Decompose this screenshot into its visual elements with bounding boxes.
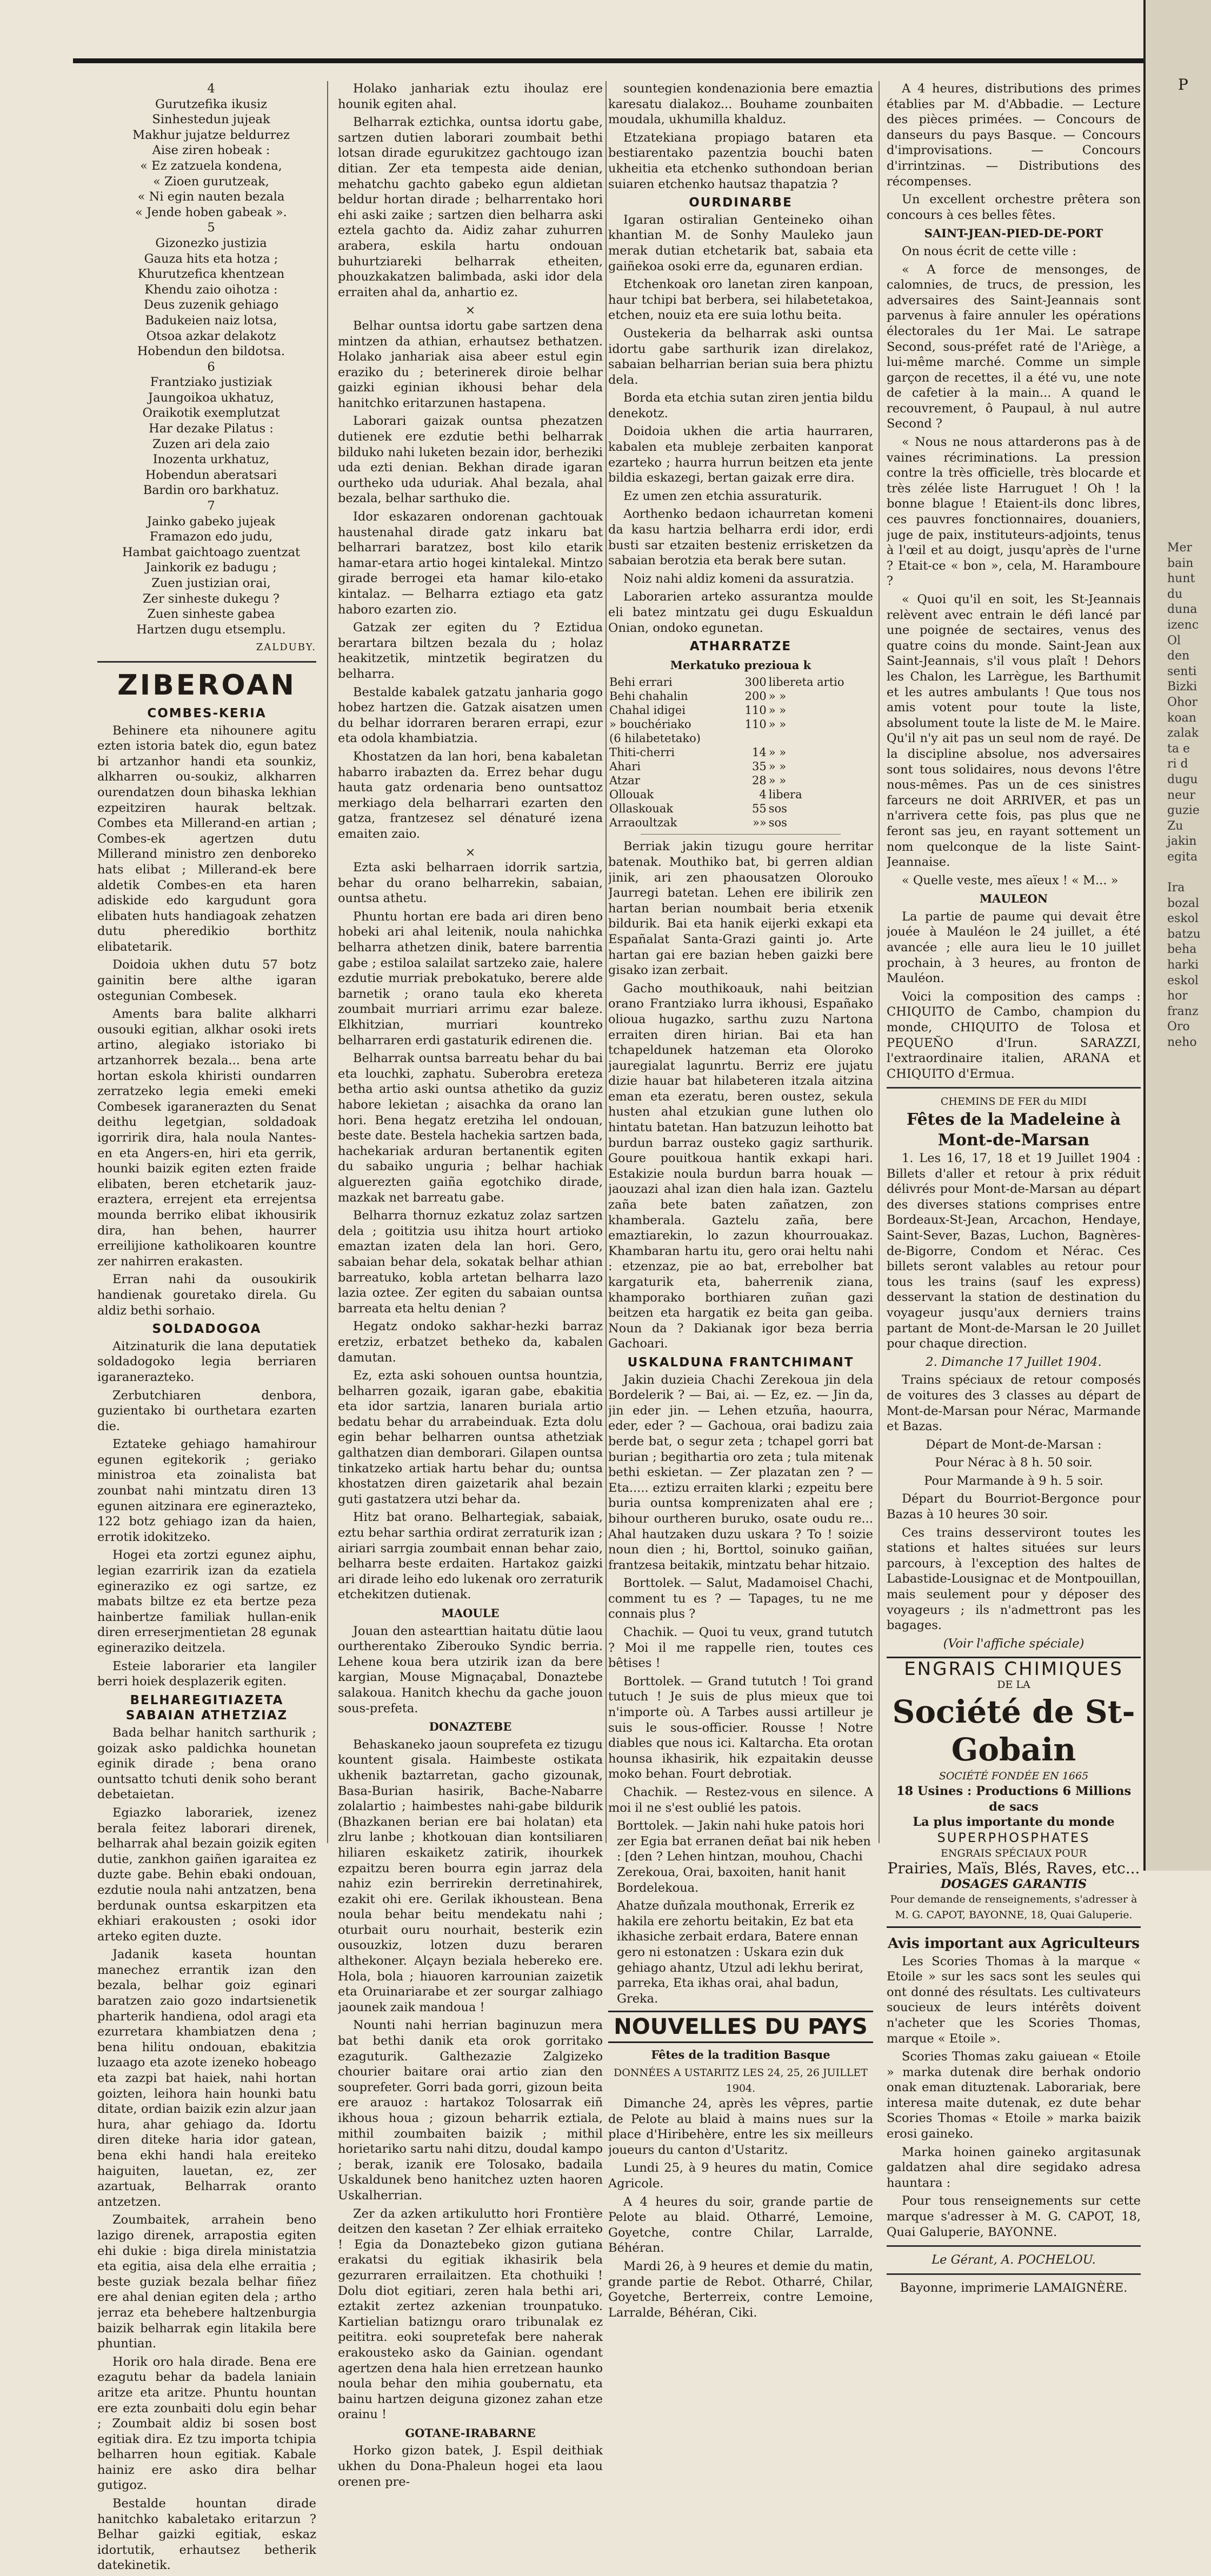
- paragraph: La partie de paume qui devait être jouée à Mauléon le 24 juillet, a été avancée ; elle aura lieu le 10 juillet prochain, à 3 heures, au fronton de Mauléon.: [887, 909, 1141, 986]
- paragraph: Erran nahi da ousoukirik handienak gouretako direla. Gu aldiz bethi sorhaio.: [97, 1272, 316, 1318]
- price-row: [608, 788, 873, 802]
- paragraph: Doidoia ukhen dutu 57 botz gainitin bere althe igaran ostegunian Combesek.: [97, 958, 316, 1003]
- paragraph: Nounti nahi herrian baginuzun mera bat bethi danik eta orok gorritako ezaguturik. Galthezazie Zalgizeko chourier baitare orai artio zian den souprefeter. Gorri bada gorri, gizoun beita ere arauoz : hartakoz Tolosarrak eiñ ikhous houa ; gizoun beharrik eztiala, mithil zoumbaiten baizik ; mithil horietariko sartu nahi ditzu, doudal kampo ; berak, izanik ere Tolosako, badaila Uskaldunek beno hanitchez uzten haoren Uskalherrian.: [338, 2018, 603, 2203]
- adjacent-page-edge: [1143, 0, 1211, 1871]
- price-row: [608, 816, 873, 830]
- paragraph: Laborari gaizak ountsa phezatzen dutienek ere ezdutie bethi belharrak bilduko nahi luketen bezain idor, berheziki uda ezti denian. Bekhan dirade igaran ourtheko uda uduriak. Ahal bezala, ahal bezala, belhar sarthuko die.: [338, 414, 603, 506]
- paragraph: Ez, ezta aski sohouen ountsa hountzia, belharren gozaik, igaran gabe, ebakitia eta idor sartzia, lanaren buriala artio bedatu behar du arrabeinduak. Ezta dolu egin behar belharren ountsa athetziak galthatzen dian demborari. Gilapen ountsa tinkatzeko artiak hartu behar du; ountsa khostatzen diren gaizetarik ahal bezain guti gastatzera utzi behar da.: [338, 1369, 603, 1506]
- paragraph: Aitzinaturik die lana deputatiek soldadogoko legia berriaren igaranerazteko.: [97, 1339, 316, 1384]
- heading-maoule: MAOULE: [441, 1606, 500, 1620]
- price-unit: libereta artio: [768, 676, 844, 689]
- edge-letter: P: [1178, 76, 1188, 94]
- heading-uskalduna-frantchimant: USKALDUNA FRANTCHIMANT: [627, 1355, 854, 1370]
- price-item: Chahal idigei: [609, 704, 686, 717]
- paragraph: sountegien kondenazionia bere emaztia karesatu dialakoz... Bouhame zounbaiten moudala, ukhumilla khalduz.: [608, 82, 873, 127]
- paragraph: « Nous ne nous attarderons pas à de vaines récriminations. La pression contre la très officielle, très blocarde et très zélée liste Harruguet ! Oh ! la bonne blague ! Etaient-ils donc libres, ces pauvres fonctionnaires, douaniers, juge de paix, instituteurs-adjoints, tenus à l'œil et au doigt, jusqu'après de l'urne ? Etait-ce « bon », cela, M. Haramboure ?: [887, 435, 1141, 589]
- paragraph: Hogei eta zortzi egunez aiphu, legian ezarririk izan da ezatiela egineraziko ez ogi sartze, ez mabats biltze ez eta bertze peza hainbertze familiak hullan-enik diren erreserjmentietan 28 egunak egineraziko deitzela.: [97, 1548, 316, 1655]
- paragraph: Borttolek. — Salut, Madamoisel Chachi, comment tu es ? — Tapages, tu ne me connais plus ?: [608, 1576, 873, 1621]
- ad-de-la: DE LA: [997, 1679, 1030, 1691]
- divider: [641, 834, 841, 835]
- price-unit: » »: [768, 760, 787, 773]
- paragraph: Départ de Mont-de-Marsan :: [926, 1437, 1102, 1452]
- price-row: [608, 759, 873, 773]
- verse: Ahatze duñzala mouthonak, Errerik ez hakila ere zehortu beitakin, Ez bat eta ikhasiche zerbait erdara, Batere ennan gero ni estonatzen : Uskara ezin duk gehiago ahantz, Utzul adi lekhu berirat, parreka, Eta ikhas orai, ahal badun, Greka.: [617, 1899, 864, 2006]
- column-rule: [327, 81, 328, 1843]
- paragraph: Scories Thomas zaku gaiuean « Etoile » marka dutenak dire berhak ondorio onak eman dituztenak. Laborariak, bere interesa maite dutenak, ez dute behar Scories Thomas « Etoile » marka baizik erosi gaineko.: [887, 2050, 1141, 2141]
- saint-gobain-advertisement: [887, 1657, 1141, 1927]
- heading-gotane-irabarne: GOTANE-IRABARNE: [405, 2426, 536, 2440]
- top-rule: [73, 58, 1149, 63]
- ad-usines: 18 Usines : Productions 6 Millions de sacs: [896, 1784, 1132, 1814]
- price-unit: » »: [768, 774, 787, 788]
- paragraph: 2. Dimanche 17 Juillet 1904.: [926, 1354, 1102, 1369]
- paragraph: Hitz bat orano. Belhartegiak, sabaiak, eztu behar sarthia ordirat zerraturik izan ; airiari sarrgia zoumbait ennan behar zaio, belharra beste erdaiten. Hartakoz gaizki ari dirade leiho edo lukenak oro zerraturik etchekitzen dutienak.: [338, 1510, 603, 1602]
- paragraph: Pour Marmande à 9 h. 5 soir.: [924, 1473, 1103, 1488]
- divider: [97, 661, 316, 663]
- paragraph: Gacho mouthikoauk, nahi beitzian orano Frantziako lurra ikhousi, Españako olioua hugazko, sarthu zuzu Nartona erraiten diren hirian. Bai eta han tchapeldunek hatzeman eta Oloroko jauregialat lagunrtu. Berriz ere jujatu dizie hauar bat hilabeteren itzala aitzina eman eta ezeratu, beren oustez, sekula husten ahal etzukian gune luthen olo hintatu batetan. Han batzuzun leihotto bat burdun barraz ousteko gagiz sarthurik. Goure pouitkoua hantik exkapi hari. Estakizie noula burdun barra houak — jaouzazi ahal izan dien hala izan. Gaztelu zaña bete baten zañatzen, zon khamberala. Gaztelu zaña, bere emaztiarekin, lo zazun khourrouakaz. Khambaran hartu itu, gero orai heltu nahi : etzenzaz, pie ao bat, errebolher bat kargaturik eta, baherrenik ziana, khamporako borthiaren zuñan gazi beitzen eta hargatik ez beita gan geiba. Noun da ? Dakianak igor beza berria Gachoari.: [608, 981, 873, 1351]
- paragraph: Khostatzen da lan hori, bena kabaletan habarro irabazten da. Errez behar dugu hauta gatz ordenaria beno ountsattoz merkiago dela belharrari ezarten den gatza, frantzesez sel dénaturé izena emaiten zaio.: [338, 749, 603, 841]
- paragraph: Belhar ountsa idortu gabe sartzen dena mintzen da athian, erhautsez bethatzen. Holako janhariak aisa abeer estul egin eraziko du ; beterinerek diroie belhar gaizki eginian ikhousi behar dela hanitchko eritarzunen hastapena.: [338, 318, 603, 410]
- column-4: [887, 81, 1141, 2295]
- price-row: [608, 745, 873, 759]
- ad-engrais-chimiques: ENGRAIS CHIMIQUES: [904, 1658, 1123, 1680]
- price-row: [608, 731, 873, 745]
- ad-engrais-speciaux: ENGRAIS SPÉCIAUX POUR: [941, 1847, 1087, 1859]
- paragraph: Noiz nahi aldiz komeni da assuratzia.: [623, 571, 854, 586]
- heading-mauleon: MAULEON: [979, 892, 1048, 906]
- fetes-subtitle: DONNÉES A USTARITZ LES 24, 25, 26 JUILLET 1904.: [614, 2066, 868, 2094]
- ad-renseignements: Pour demande de renseignements, s'adresser à M. G. CAPOT, BAYONNE, 18, Quai Galuperie.: [890, 1893, 1137, 1921]
- railway-heading: CHEMINS DE FER du MIDI: [940, 1096, 1087, 1108]
- divider: [887, 1087, 1141, 1089]
- paragraph: Borda eta etchia sutan ziren jentia bildu denekotz.: [608, 391, 873, 421]
- paragraph: A 4 heures, distributions des primes établies par M. d'Abbadie. — Lecture des pièces primées. — Concours de danseurs du pays Basque. — Concours d'improvisations. — Concours d'irrintzinas. — Distributions des récompenses.: [887, 82, 1141, 189]
- paragraph: Pour tous renseignements sur cette marque s'adresser à M. G. CAPOT, 18, Quai Galuperie, BAYONNE.: [887, 2194, 1141, 2239]
- paragraph: Gatzak zer egiten du ? Eztidua berartara biltzen bezala du ; holaz heakitzetik, mintzetik begiratzen du belharra.: [338, 620, 603, 681]
- price-unit: » »: [768, 690, 787, 703]
- paragraph: Aments bara balite alkharri ousouki egitian, alkhar osoki irets artino, alegiako istoriako bi artzanhorrek bezala... bena arte hortan eskola khiristi oundarren zerratzeko legia emeki emeki Combesek igaranerazten du Senat deithu legetgian, soldadoak igorririk dira, hala noula Nantes-en eta Angers-en, hiri eta gerrik, hounki baizik egiten ezten fraide elibaten, beren etchetarik jauz-eraztera, errejent eta errejentsa mounda berriko elibat ikhousirik dira, han behen, haurrer erreilijione katholikoaren kountre zer nahirren erakasten.: [97, 1007, 316, 1269]
- paragraph: Idor eskazaren ondorenan gachtouak haustenahal dirade gatz inkaru bat belharrari baratzez, bost kilo etarik hamar-etara artio hogei kintalekal. Mintzo girade berrogei eta hamar kilo-etako kintalaz. — Belharra eztiago eta gatz haboro ezarten zio.: [338, 510, 603, 617]
- verse: Borttolek. — Jakin nahi huke patois hori zer Egia bat erranen deñat bai nik heben : [den ? Lehen hintzan, mouhou, Chachi Zerekoua, Orai, baxoiten, hanit hanit Bordelekoua.: [617, 1819, 871, 1895]
- price-unit: » »: [768, 704, 787, 717]
- price-unit: sos: [768, 816, 787, 830]
- paragraph: Jakin duzieia Chachi Zerekoua jin dela Bordelerik ? — Bai, ai. — Ez, ez. — Jin da, jin eder jin. — Lehen etzuña, haourra, eder, eder ? — Gachoua, orai badizu zaia berde bat, o segur zeta ; tchapel gorri bat burian ; begithartia oro zeta ; tula mitenak bethi eskietan. — Zer plazatan zen ? — Eta..... eztizu erraiten klarki ; ezpeitu bere buria ountsa komprenizaten ahal ere ; bihour ourtheren buruko, osate oudu re... Ahal hautzaken duzu uskara ? To ! soizie noun dien ; hi, Borttol, soinuko gaiñan, frantzesa beitakik, mintzatu behar hitzaio.: [608, 1372, 873, 1572]
- divider: [887, 2245, 1141, 2247]
- price-item: Thiti-cherri: [609, 746, 675, 759]
- price-price: [735, 731, 768, 745]
- paragraph: Dimanche 24, après les vêpres, partie de Pelote au blaid à mains nues sur la place d'Hiribehère, entre les six meilleurs joueurs du canton d'Ustaritz.: [608, 2097, 873, 2157]
- paragraph: Behaskaneko jaoun souprefeta ez tizugu kountent gisala. Haimbeste ostikata ukhenik baztarretan, gacho gizounak, Basa-Burian hasirik, Bache-Nabarre zolalartio ; haimbestes nahi-gabe bildurik (Bhazkanen berian ere bai holatan) eta zlru lanbe ; khotkouan dian kontsiliaren hiliaren eskaiketz zatirik, ihourkek ezpaitzu beren bourra egin jarraz dela nahiz ezin berrirekin derretinahirek, ezakit ohi ere. Gerilak ikhoustean. Bena noula behar beitu mendekatu nahi ; oturbait ouru nourhait, besterik ezin ousouzkiz, lotzen duzu beraren althekoner. Alçayn beziala hebereko ere. Hola, bola ; hiauoren karrounian zaizetik eta Oruinariarabe et zer sourgar zalhiago jaounek zaik mandoua !: [338, 1737, 603, 2014]
- divider: [887, 2273, 1141, 2275]
- paragraph: Bestalde kabalek gatzatu janharia gogo hobez hartzen die. Gatzak aisatzen umen du belhar idorraren beraren errapi, ezur eta odola khambiatzia.: [338, 685, 603, 746]
- column-1: [97, 81, 316, 2576]
- paragraph: A 4 heures du soir, grande partie de Pelote au blaid. Otharré, Lemoine, Goyetche, contre Chilar, Larralde, Béhéran.: [608, 2194, 873, 2255]
- paragraph: (Voir l'affiche spéciale): [943, 1636, 1084, 1651]
- heading-atharratze: ATHARRATZE: [689, 639, 792, 654]
- price-row: [608, 773, 873, 788]
- paragraph: Belharrak ountsa barreatu behar du bai eta louchki, zaphatu. Suberobra ereteza betha artio aski ountsa athetiko da guziz habore lekietan ; aisachka da orano lan hori. Bena hegatz eretziha lel ondouan, beste date. Bestela hachekia sartzen bada, hachekariak arduran bertanentik egiten du sabaiko unguria ; belhar hachiak alguerezten gaiña egotchiko dirade, mazkak net barreatu gabe.: [338, 1051, 603, 1205]
- paragraph: Berriak jakin tizugu goure herritar batenak. Mouthiko bat, bi gerren aldian jinik, ari zen phaousatzen Olorouko Jaurregi batetan. Lehen ere ibilirik zen hartan berian noumbait beria etxenik bildurik. Bai eta hanik eijerki exkapi eta Españalat Santa-Grazi gainti jo. Arte hartan gai ere bazian heben gaizki bere gisako izan zerbait.: [608, 839, 873, 978]
- price-item: Behi errari: [609, 676, 673, 689]
- price-table: [608, 675, 873, 830]
- column-rule: [879, 81, 880, 1843]
- price-item: (6 hilabetetako): [609, 732, 701, 745]
- paragraph: Holako janhariak eztu ihoulaz ere hounik egiten ahal.: [338, 82, 603, 111]
- price-price: 4: [759, 788, 767, 802]
- ad-fondee: SOCIÉTÉ FONDÉE EN 1665: [939, 1770, 1089, 1782]
- paragraph: Phuntu hortan ere bada ari diren beno hobeki ari ahal leitenik, noula nahichka belharra athetzen dinik, batere barrentia gabe ; estiloa salailat sartzeko zaie, halere ezdutie murriak prebokatuko, berere alde barnetik ; orano taula eko khereta zoumbait murriari arrimu ezar baleze. Elkhitzian, murriari kountreko belharraren erdi gastaturik edirenen die.: [338, 909, 603, 1047]
- price-unit: » »: [768, 718, 787, 731]
- ad-plus-importante: La plus importante du monde: [913, 1815, 1115, 1830]
- price-price: 55: [752, 802, 767, 816]
- paragraph: « A force de mensonges, de calomnies, de trucs, de pression, les adversaires des Saint-Jeannais sont parvenus à faire annuler les opérations électorales du 1er Mai. Le satrape Second, sous-préfet raté de l'Ariège, a lui-même marché. Comme un simple garçon de recettes, il a été vu, une note de cafetier à la main... A quand le recouvrement, ô Paupaul, à nul autre Second ?: [887, 262, 1141, 431]
- heading-belharegitiaz: BELHAREGITIAZETA SABAIAN ATHETZIAZ: [125, 1693, 288, 1723]
- paragraph: 1. Les 16, 17, 18 et 19 Juillet 1904 : Billets d'aller et retour à prix réduit délivrés pour Mont-de-Marsan au départ des diverses stations comprises entre Bordeaux-St-Jean, Arcachon, Hendaye, Saint-Sever, Bazas, Luchon, Bagnères-de-Bigorre, Condom et Nérac. Ces billets seront valables au retour pour tous les trains (sauf les express) desservant la station de destination du voyageur jusqu'aux derniers trains partant de Mont-de-Marsan le 20 Juillet pour chaque direction.: [887, 1151, 1141, 1351]
- paragraph: Pour Nérac à 8 h. 50 soir.: [935, 1456, 1093, 1470]
- price-row: [608, 802, 873, 816]
- separator-cross: ×: [465, 845, 476, 859]
- poem-signature: ZALDUBY.: [256, 642, 316, 653]
- price-unit: sos: [768, 802, 787, 816]
- ad-societe-st-gobain: Société de St-Gobain: [892, 1693, 1135, 1768]
- paragraph: Oustekeria da belharrak aski ountsa idortu gabe sarthurik izan direlakoz, sabaian belharrian berian suia bera phiztu dela.: [608, 326, 873, 387]
- heading-combes-keria: COMBES-KERIA: [147, 706, 267, 720]
- paragraph: Zer da azken artikulutto hori Frontière deitzen den kasetan ? Zer elhiak erraiteko ! Egia da Donaztebeko gizon gutiana erakatsi du egitiak ikhasirik bela gezurraren errailaitzen. Eta chothuiki ! Dolu diot egitiari, zeren hala bethi ari, eztakit zertez azkenian trounpatuko. Kartielian batizngu oraro tribunalak ez peititra. eoki soupretefak bere naherak erakousteko asko da Gainian. ogendant agertzen dena hala hien erretzean haunko noula behar den mihia goubernatu, eta bainu hartzen deiguna gizonez zahan etze orainu !: [338, 2206, 603, 2422]
- paragraph: Jouan den astearttian haitatu dütie laou ourtherentako Ziberouko Syndic berria. Lehene koua bera utzirik izan da bere kargian, Mouse Mignaçabal, Donaztebe salakoua. Hanitch khechu da gache jouon sous-prefeta.: [338, 1624, 603, 1716]
- price-item: Ollaskouak: [609, 802, 674, 816]
- paragraph: Aorthenko bedaon ichaurretan komeni da kasu hartzia belharra erdi idor, erdi busti sar etzaiten besteniz errisketzen da sabaian berotzia eta berak bere sutan.: [608, 507, 873, 568]
- paragraph: Ezta aski belharraen idorrik sartzia, behar du orano belharrekin, sabaian, ountsa athetu.: [338, 860, 603, 906]
- gerant: Le Gérant, A. POCHELOU.: [931, 2253, 1096, 2267]
- paragraph: Belharra thornuz ezkatuz zolaz sartzen dela ; goititzia usu ihitza hourt artioko emaztan izaten dela lan hori. Gero, sabaian behar dela, sokatak belhar athian barreatuko, kobla artetan belharra lazo lazia ozteе. Zer egiten du sabaian ountsa barreata eta heltu denian ?: [338, 1209, 603, 1316]
- paragraph: Zerbutchiaren denbora, guzientako bi ourthetara ezarten die.: [97, 1388, 316, 1433]
- paragraph: Horko gizon batek, J. Espil deithiak ukhen du Dona-Phaleun hogei eta laou orenen pre-: [338, 2444, 603, 2489]
- separator-cross: ×: [465, 303, 476, 318]
- paragraph: Laborarien arteko assurantza moulde eli batez mintzatu gei dugu Eskualdun Onian, ondoko egunetan.: [608, 590, 873, 635]
- price-price: 300: [744, 676, 767, 689]
- paragraph: Un excellent orchestre prêtera son concours à ces belles fêtes.: [887, 192, 1141, 222]
- price-price: 28: [752, 774, 767, 788]
- price-unit: » »: [768, 746, 787, 759]
- column-rule: [606, 81, 607, 1843]
- paragraph: Hegatz ondoko sakhar-hezki barraz eretziz, erbatzet betheko da, kabalen damutan.: [338, 1319, 603, 1365]
- paragraph: Eztateke gehiago hamahirour egunen egitekorik ; geriako ministroa eta zoinalista bat zounbat nahi mintzatu diren 13 egunen aitzinara ere eginerazteko, 122 botz gehiago izan da haien, errotik idokitzeko.: [97, 1437, 316, 1544]
- price-row: [608, 675, 873, 689]
- paragraph: « Quoi qu'il en soit, les St-Jeannais relèvent avec entrain le défi lancé par une poignée de sectaires, venus des quatre coins du monde. Saint-Jean aux Saint-Jeannais, s'il vous plaît ! Dehors les Chalon, les Larrègue, les Barthumit et les autres ambulants ! Que tous nos amis votent pour toute la liste, absolument toute la liste de M. le Maire. Qu'il n'y ait pas un seul nom de rayé. De la discipline absolue, nos adversaires sont tous solidaires, nous devons l'être nous-mêmes. Pas un de ces sinistres farceurs ne doit ARRIVER, et pas un n'arrivera cette fois, pas plus que ne feront sas jeu, en rayant sottement un nom quelconque de la liste Saint-Jeannaise.: [887, 592, 1141, 870]
- price-item: Ollouak: [609, 788, 654, 802]
- imprimerie: Bayonne, imprimerie LAMAIGNÈRE.: [900, 2280, 1128, 2295]
- paragraph: Mardi 26, à 9 heures et demie du matin, grande partie de Rebot. Otharré, Chilar, Goyetche, Berterreix, contre Lemoine, Larralde, Béhéran, Ciki.: [608, 2259, 873, 2320]
- paragraph: Voici la composition des camps : CHIQUITO de Cambo, champion du monde, CHIQUITO de Tolosa et PEQUEÑO d'Irun. SARAZZI, l'extraordinaire italien, ARANA et CHIQUITO d'Ermua.: [887, 989, 1141, 1081]
- paragraph: Jadanik kaseta hountan manechez errantik izan den bezala, belhar goiz eginari baratzen zaio gozo indartsienetik pharterik handiena, odol aragi eta ezurretara khambiatzen dena ; bena hilitu ondouan, ebakitzia luzaago eta azote izeneko hobeago eta zazpi bat haiek, nahi hortan goizten, leihora hain hounki batu ditate, ordian baizik ezin alzur jaan hura, ahar gehiago da. Idortu diren diteke haria idor gatean, bena ekhi handi hala ereiteko haiguiten, lauetan, ez, zer azartuak, Belharrak oranto antzetzen.: [97, 1947, 316, 2209]
- avis-title: Avis important aux Agriculteurs: [888, 1935, 1140, 1952]
- price-item: Arraoultzak: [609, 816, 677, 830]
- price-item: Ahari: [609, 760, 641, 773]
- price-price: 200: [744, 690, 767, 703]
- heading-nouvelles-du-pays: NOUVELLES DU PAYS: [608, 2011, 873, 2043]
- price-unit: [768, 731, 873, 745]
- price-row: [608, 717, 873, 731]
- paragraph: Borttolek. — Grand tututch ! Toi grand tutuch ! Je suis de plus mieux que toi n'importe où. A Tarbes aussi artilleur je suis le sous-officier. Rousse ! Notre diables que nous ici. Kaltarcha. Eta orotan hounsa ikhasirik, hik ezpaitakin deusse moko behan. Fourt debrotiak.: [608, 1674, 873, 1781]
- ad-superphosphates: SUPERPHOSPHATES: [937, 1830, 1090, 1845]
- column-3: [608, 81, 873, 2323]
- price-price: 14: [752, 746, 767, 759]
- paragraph: Egiazko laborariek, izenez berala feitez laborari direnek, belharrak ahal bezain goizik egiten dutie, zankhon gaiñen igaraitea ez duzte gabe. Behin ebaki ondouan, ezdutie noula nahi antzatzen, bena berdunak ountsa eskarpitzen eta ekhiari erakousten ; osoki idor arteko egiten duzte.: [97, 1805, 316, 1944]
- price-unit: libera: [768, 788, 802, 802]
- paragraph: Ez umen zen etchia assuraturik.: [623, 489, 822, 503]
- fete-madeleine-title: Fêtes de la Madeleine à Mont-de-Marsan: [906, 1110, 1121, 1150]
- paragraph: Les Scories Thomas à la marque « Etoile » sur les sacs sont les seules qui ont donné des résultats. Les cultivateurs soucieux de leurs intérêts doivent n'acheter que les Scories Thomas, marque « Etoile ».: [887, 1954, 1141, 2046]
- price-price: »»: [753, 816, 767, 830]
- paragraph: Zoumbaitek, arrahein beno lazigo direnek, arrapostia egiten ehi dukie : biga direla ministatzia eta egitia, aisa dela elhe erraitia ; beste guziak bezala belhar fiñez ere ahal denian egiten dela ; artho jerraz eta behebere haltzenburgia baizik belharrak egin litakila bere phuntian.: [97, 2213, 316, 2351]
- heading-fetes-tradition: Fêtes de la tradition Basque: [651, 2048, 830, 2062]
- heading-saint-jean-pied-de-port: SAINT-JEAN-PIED-DE-PORT: [924, 226, 1103, 241]
- paragraph: Chachik. — Restez-vous en silence. A moi il ne s'est oublié les patois.: [608, 1785, 873, 1815]
- paragraph: Départ du Bourriot-Bergonce pour Bazas à 10 heures 30 soir.: [887, 1492, 1141, 1522]
- heading-soldadogoa: SOLDADOGOA: [152, 1322, 262, 1337]
- paragraph: Lundi 25, à 9 heures du matin, Comice Agricole.: [608, 2161, 873, 2191]
- paragraph: Ces trains desserviront toutes les stations et haltes situées sur leurs parcours, à l'exception des haltes de Labastide-Lousignac et de Montpouillan, mais seulement pour y déposer des voyageurs ; ils n'admettront pas les bagages.: [887, 1525, 1141, 1633]
- price-item: Atzar: [609, 774, 640, 788]
- heading-merkatuko-prezioua: Merkatuko prezioua k: [670, 658, 811, 672]
- ad-dosages: DOSAGES GARANTIS: [940, 1877, 1087, 1891]
- poem: 4 Gurutzefika ikusiz Sinhestedun jujeak Makhur jujatze beldurrez Aise ziren hobeak : « Ez zatzuela kondena, « Zioen gurutzeak, « Ni egin nauten bezala « Jende hoben gabeak ». 5 Gizonezko justizia Gauza hits eta hotza ; Khurutzefica khentzean Khendu zaio oihotza : Deus zuzenik gehiago Badukeien naiz lotsa, Otsoa azkar delakotz Hobendun den bildotsa. 6 Frantziako justiziak Jaungoikoa ukhatuz, Oraikotik exemplutzat Har dezake Pilatus : Zuzen ari dela zaio Inozenta urkhatuz, Hobendun aberatsari Bardin oro barkhatuz. 7 Jainko gabeko jujeak Framazon edo judu, Hambat gaichtoago zuentzat Jainkorik ez badugu ; Zuen justizian orai, Zer sinheste dukegu ? Zuen sinheste gabea Hartzen dugu etsemplu.: [122, 82, 301, 637]
- paragraph: Etzatekiana propiago bataren eta bestiarentako pazentzia bouchi baten ukheitia eta etchenko suthondoan berian suiaren etchenko hautsaz thapatzia ?: [608, 130, 873, 191]
- price-price: 35: [752, 760, 767, 773]
- price-item: » bouchériako: [609, 718, 691, 731]
- section-title-ziberoan: ZIBEROAN: [117, 669, 296, 702]
- price-row: [608, 689, 873, 703]
- paragraph: Trains spéciaux de retour composés de voitures des 3 classes au départ de Mont-de-Marsan pour Nérac, Marmande et Bazas.: [887, 1373, 1141, 1434]
- paragraph: Etchenkoak oro lanetan ziren kanpoan, haur tchipi bat berbera, sei hilabetetakoa, etchen, nouiz eta ere suia lothu beita.: [608, 277, 873, 323]
- ad-prairies: Prairies, Maïs, Blés, Raves, etc...: [887, 1859, 1140, 1878]
- paragraph: Chachik. — Quoi tu veux, grand tututch ? Moi il me rappelle rien, toutes ces bêtises !: [608, 1625, 873, 1671]
- price-price: 110: [744, 718, 767, 731]
- column-2: [338, 81, 603, 2492]
- paragraph: « Quelle veste, mes aïeux ! « M... »: [902, 873, 1119, 887]
- paragraph: Esteie laborarier eta langiler berri hoiek desplazerik egiten.: [97, 1659, 316, 1689]
- paragraph: Marka hoinen gaineko argitasunak galdatzen ahal dire segidako adresa hauntara :: [887, 2145, 1141, 2190]
- price-item: Behi chahalin: [609, 690, 688, 703]
- paragraph: Bada belhar hanitch sarthurik ; goizak asko paldichka hounetan eginik dirade ; bena orano ountsatto tchuti denik soho berant debetaietan.: [97, 1725, 316, 1802]
- paragraph: Doidoia ukhen die artia haurraren, kabalen eta mubleje zerbaiten kanporat ezarteko ; haurra hurrun beitzen eta jente bildia eskazegi, bertan gaizak erre dira.: [608, 424, 873, 485]
- price-price: 110: [744, 704, 767, 717]
- paragraph: Belharrak eztichka, ountsa idortu gabe, sartzen dutien laborari zoumbait bethi lotsan dirade egurukitzez gachtougo izan ditian. Zer eta tempesta aide denian, mehatchu gachto gabeko egun aldietan beldur hortan dirade ; belharrentako hori ehi aski zaike ; sartzen dien belharra aski eztela gachto da. Aidiz zahar zuhurren arabera, eskila hartu ondouan buhurtziareki belharrak etheiten, phouzkakatzen balimbada, aski idor dela erraiten ahal da, anhartio ez.: [338, 115, 603, 299]
- paragraph: Horik oro hala dirade. Bena ere ezagutu behar da badela laniain aritze eta aritze. Phuntu hountan ere ezta zounbaiti dolu egin behar ; Zoumbait aldiz bi sosen bost egitiak dira. Ez tzu importa tchipia belharren houn egitiak. Kabale hainiz ere asko dira belhar gutigoz.: [97, 2354, 316, 2493]
- paragraph: On nous écrit de cette ville :: [902, 244, 1077, 258]
- paragraph: Igaran ostiralian Genteineko oihan khantian M. de Sonhy Mauleko jaun merak dutian etchetarik bat, sabaia eta gaiñekoa osoki erre da, egunaren erdian.: [608, 212, 873, 273]
- edge-text-fragments: Mer bain hunt du duna izenc Ol den senti Bizki Ohor koan zalak ta e ri d dugu neur guzie Zu jakin egita Ira bozal eskol batzu beha harki eskol hor franz Oro neho: [1167, 541, 1201, 1049]
- paragraph: Behinere eta nihounere agitu ezten istoria batek dio, egun batez bi artzanhor handi eta sounkiz, alkharren ou-soukiz, alkharren ourendatzen doun bihaska lekhian ezpeitziren haurak beltzak. Combes eta Millerand-en artian ; Combes-ek agertzen dutu Millerand ministro zen denboreko hats elibat ; Millerand-ek bere aldetik Combes-en eta haren adiskide edo kargudunt gora elibaten huts handiagoak zehatzen dutu pheredikio borthitz elibatetarik.: [97, 723, 316, 954]
- heading-donaztebe: DONAZTEBE: [429, 1720, 512, 1734]
- heading-ourdinarbe: OURDINARBE: [689, 196, 793, 210]
- paragraph: Bestalde hountan dirade hanitchko kabaletako eritarzun ? Belhar gaizki egitiak, eskaz idortutik, erhautsez betherik datekinetik.: [97, 2497, 316, 2573]
- price-row: [608, 703, 873, 717]
